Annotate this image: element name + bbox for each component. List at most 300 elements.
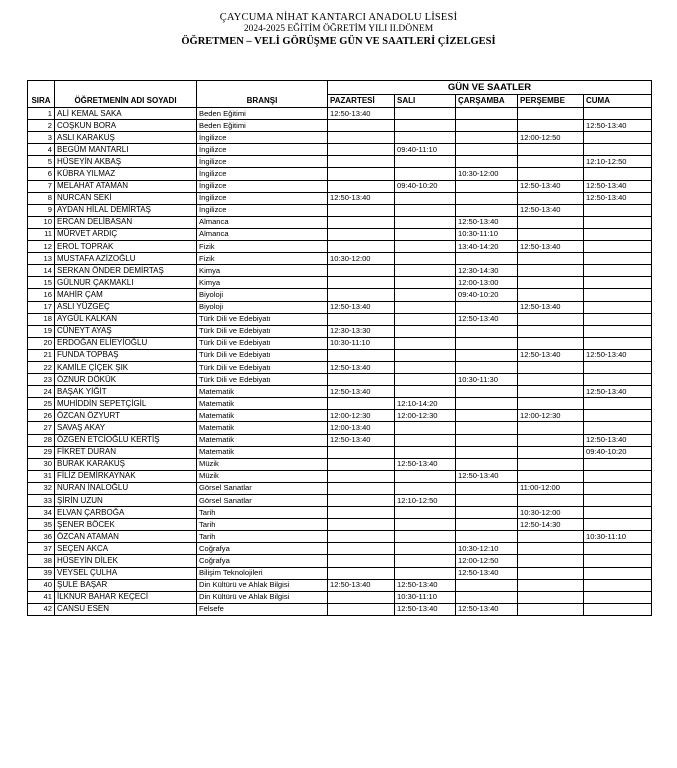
time-monday	[328, 277, 395, 289]
teacher-branch: İngilizce	[197, 168, 328, 180]
teacher-name: SERKAN ÖNDER DEMİRTAŞ	[55, 265, 197, 277]
time-monday	[328, 289, 395, 301]
time-monday	[328, 398, 395, 410]
teacher-name: ASLI YÜZGEÇ	[55, 301, 197, 313]
time-thursday	[518, 470, 584, 482]
row-number: 5	[28, 156, 55, 168]
time-thursday	[518, 495, 584, 507]
time-monday	[328, 132, 395, 144]
table-row	[28, 216, 652, 228]
time-wednesday: 12:50-13:40	[456, 216, 518, 228]
time-thursday	[518, 144, 584, 156]
time-wednesday	[456, 120, 518, 132]
table-row	[28, 301, 652, 313]
time-monday	[328, 228, 395, 240]
time-thursday	[518, 434, 584, 446]
teacher-branch: Tarih	[197, 519, 328, 531]
time-wednesday	[456, 349, 518, 361]
time-tuesday	[395, 470, 456, 482]
time-wednesday	[456, 531, 518, 543]
table-row	[28, 446, 652, 458]
time-friday	[584, 458, 652, 470]
time-friday: 12:50-13:40	[584, 386, 652, 398]
time-wednesday	[456, 519, 518, 531]
time-wednesday	[456, 361, 518, 373]
table-row	[28, 180, 652, 192]
time-monday: 10:30-11:10	[328, 337, 395, 349]
table-row	[28, 132, 652, 144]
time-monday	[328, 265, 395, 277]
row-number: 20	[28, 337, 55, 349]
time-friday: 12:50-13:40	[584, 120, 652, 132]
teacher-name: CÜNEYT AYAŞ	[55, 325, 197, 337]
time-wednesday	[456, 422, 518, 434]
row-number: 24	[28, 386, 55, 398]
time-tuesday: 12:50-13:40	[395, 579, 456, 591]
time-tuesday: 12:00-12:30	[395, 410, 456, 422]
time-tuesday	[395, 216, 456, 228]
table-row	[28, 591, 652, 603]
time-wednesday: 13:40-14:20	[456, 241, 518, 253]
time-monday	[328, 470, 395, 482]
time-thursday: 12:50-13:40	[518, 180, 584, 192]
time-friday: 12:50-13:40	[584, 434, 652, 446]
time-monday	[328, 495, 395, 507]
teacher-name: ÖZNUR DÖKÜK	[55, 374, 197, 386]
teacher-name: AYGÜL KALKAN	[55, 313, 197, 325]
teacher-name: NURAN İNALOĞLU	[55, 482, 197, 494]
teacher-branch: Türk Dili ve Edebiyatı	[197, 349, 328, 361]
column-header-wednesday: ÇARŞAMBA	[456, 95, 518, 108]
table-row	[28, 265, 652, 277]
teacher-branch: Matematik	[197, 422, 328, 434]
time-tuesday	[395, 531, 456, 543]
table-row	[28, 168, 652, 180]
time-wednesday	[456, 180, 518, 192]
teacher-name: EROL TOPRAK	[55, 241, 197, 253]
time-monday	[328, 216, 395, 228]
time-thursday	[518, 216, 584, 228]
time-tuesday	[395, 507, 456, 519]
time-tuesday	[395, 337, 456, 349]
time-friday	[584, 144, 652, 156]
time-friday	[584, 470, 652, 482]
teacher-branch: Biyoloji	[197, 289, 328, 301]
time-wednesday: 10:30-12:00	[456, 168, 518, 180]
time-monday	[328, 144, 395, 156]
time-wednesday	[456, 410, 518, 422]
teacher-name: ERDOĞAN ELİEYİOĞLU	[55, 337, 197, 349]
teacher-branch: İngilizce	[197, 204, 328, 216]
time-monday	[328, 446, 395, 458]
table-row	[28, 349, 652, 361]
time-tuesday: 09:40-11:10	[395, 144, 456, 156]
time-monday: 12:50-13:40	[328, 192, 395, 204]
time-tuesday	[395, 301, 456, 313]
document-header	[0, 12, 677, 48]
row-number: 34	[28, 507, 55, 519]
row-number: 3	[28, 132, 55, 144]
time-thursday	[518, 591, 584, 603]
table-row	[28, 519, 652, 531]
time-thursday	[518, 108, 584, 120]
row-number: 18	[28, 313, 55, 325]
row-number: 38	[28, 555, 55, 567]
teacher-name: KÜBRA YILMAZ	[55, 168, 197, 180]
time-monday: 12:00-13:40	[328, 422, 395, 434]
time-monday	[328, 531, 395, 543]
teacher-name: BAŞAK YİĞİT	[55, 386, 197, 398]
time-tuesday	[395, 422, 456, 434]
time-monday	[328, 156, 395, 168]
time-monday: 12:50-13:40	[328, 361, 395, 373]
teacher-branch: Coğrafya	[197, 543, 328, 555]
teacher-name: ÖZGEN ETCİOĞLU KERTİŞ	[55, 434, 197, 446]
time-wednesday	[456, 337, 518, 349]
time-monday	[328, 168, 395, 180]
teacher-name: HÜSEYİN DİLEK	[55, 555, 197, 567]
teacher-branch: Fizik	[197, 253, 328, 265]
table-row	[28, 192, 652, 204]
table-row	[28, 398, 652, 410]
teacher-branch: Matematik	[197, 410, 328, 422]
time-wednesday: 10:30-12:10	[456, 543, 518, 555]
teacher-name: CANSU ESEN	[55, 603, 197, 615]
row-number: 16	[28, 289, 55, 301]
teacher-branch: İngilizce	[197, 132, 328, 144]
row-number: 7	[28, 180, 55, 192]
table-row	[28, 337, 652, 349]
time-monday	[328, 482, 395, 494]
time-friday: 09:40-10:20	[584, 446, 652, 458]
time-thursday: 12:00-12:50	[518, 132, 584, 144]
teacher-name: FİKRET DURAN	[55, 446, 197, 458]
time-thursday	[518, 120, 584, 132]
teacher-branch: Tarih	[197, 531, 328, 543]
time-monday	[328, 543, 395, 555]
time-monday	[328, 241, 395, 253]
table-row	[28, 470, 652, 482]
row-number: 17	[28, 301, 55, 313]
time-friday	[584, 519, 652, 531]
time-monday: 12:50-13:40	[328, 108, 395, 120]
table-row	[28, 567, 652, 579]
row-number: 12	[28, 241, 55, 253]
time-thursday	[518, 567, 584, 579]
teacher-name: ASLI KARAKUŞ	[55, 132, 197, 144]
time-thursday	[518, 398, 584, 410]
time-friday	[584, 591, 652, 603]
teacher-branch: Felsefe	[197, 603, 328, 615]
time-thursday	[518, 265, 584, 277]
time-friday	[584, 301, 652, 313]
row-number: 31	[28, 470, 55, 482]
teacher-name: BEGÜM MANTARLI	[55, 144, 197, 156]
time-friday	[584, 228, 652, 240]
table-row	[28, 325, 652, 337]
time-wednesday	[456, 253, 518, 265]
time-wednesday	[456, 507, 518, 519]
teacher-branch: Fizik	[197, 241, 328, 253]
time-tuesday: 12:50-13:40	[395, 458, 456, 470]
column-header-sira: SIRA	[28, 81, 55, 108]
table-row	[28, 228, 652, 240]
row-number: 10	[28, 216, 55, 228]
table-row	[28, 374, 652, 386]
academic-term: 2024-2025 EĞİTİM ÖĞRETİM YILI II.DÖNEM	[243, 24, 434, 34]
time-wednesday: 12:00-12:50	[456, 555, 518, 567]
time-wednesday: 09:40-10:20	[456, 289, 518, 301]
teacher-branch: Almanca	[197, 216, 328, 228]
table-row	[28, 144, 652, 156]
row-number: 21	[28, 349, 55, 361]
teacher-branch: Bilişim Teknolojileri	[197, 567, 328, 579]
time-tuesday	[395, 241, 456, 253]
row-number: 37	[28, 543, 55, 555]
teacher-branch: Coğrafya	[197, 555, 328, 567]
time-monday	[328, 120, 395, 132]
time-friday	[584, 108, 652, 120]
table-row	[28, 579, 652, 591]
time-tuesday	[395, 277, 456, 289]
time-monday: 12:50-13:40	[328, 579, 395, 591]
time-monday	[328, 180, 395, 192]
time-monday: 12:50-13:40	[328, 386, 395, 398]
time-friday	[584, 567, 652, 579]
time-thursday	[518, 422, 584, 434]
document-title: ÖĞRETMEN – VELİ GÖRÜŞME GÜN VE SAATLERİ ÇİZELGESİ	[181, 36, 496, 47]
teacher-branch: İngilizce	[197, 180, 328, 192]
column-header-thursday: PERŞEMBE	[518, 95, 584, 108]
row-number: 4	[28, 144, 55, 156]
time-thursday	[518, 446, 584, 458]
table-row	[28, 108, 652, 120]
time-tuesday	[395, 361, 456, 373]
teacher-branch: Tarih	[197, 507, 328, 519]
teacher-branch: Din Kültürü ve Ahlak Bilgisi	[197, 591, 328, 603]
time-thursday	[518, 374, 584, 386]
teacher-branch: Beden Eğitimi	[197, 120, 328, 132]
teacher-branch: Türk Dili ve Edebiyatı	[197, 374, 328, 386]
teacher-name: SAVAŞ AKAY	[55, 422, 197, 434]
table-row	[28, 458, 652, 470]
time-wednesday	[456, 192, 518, 204]
time-wednesday	[456, 434, 518, 446]
time-tuesday: 10:30-11:10	[395, 591, 456, 603]
teacher-name: VEYSEL ÇULHA	[55, 567, 197, 579]
time-tuesday	[395, 325, 456, 337]
time-wednesday: 12:50-13:40	[456, 603, 518, 615]
teacher-name: NURCAN SEKİ	[55, 192, 197, 204]
time-thursday	[518, 458, 584, 470]
time-monday	[328, 507, 395, 519]
time-tuesday	[395, 446, 456, 458]
time-wednesday	[456, 579, 518, 591]
time-friday	[584, 265, 652, 277]
row-number: 35	[28, 519, 55, 531]
teacher-branch: Matematik	[197, 446, 328, 458]
row-number: 19	[28, 325, 55, 337]
table-row	[28, 543, 652, 555]
time-friday	[584, 398, 652, 410]
time-wednesday	[456, 325, 518, 337]
teacher-branch: Türk Dili ve Edebiyatı	[197, 361, 328, 373]
time-tuesday: 12:50-13:40	[395, 603, 456, 615]
time-tuesday	[395, 156, 456, 168]
row-number: 25	[28, 398, 55, 410]
table-row	[28, 434, 652, 446]
teacher-branch: Beden Eğitimi	[197, 108, 328, 120]
row-number: 26	[28, 410, 55, 422]
time-thursday	[518, 543, 584, 555]
time-thursday	[518, 289, 584, 301]
column-group-days: GÜN VE SAATLER	[328, 81, 652, 95]
row-number: 23	[28, 374, 55, 386]
table-row	[28, 386, 652, 398]
teacher-branch: Kimya	[197, 265, 328, 277]
teacher-branch: Matematik	[197, 434, 328, 446]
teacher-name: ERCAN DELİBASAN	[55, 216, 197, 228]
time-monday	[328, 313, 395, 325]
time-thursday	[518, 531, 584, 543]
time-wednesday: 12:50-13:40	[456, 470, 518, 482]
time-wednesday: 10:30-11:30	[456, 374, 518, 386]
teacher-name: ELVAN ÇARBOĞA	[55, 507, 197, 519]
time-friday	[584, 507, 652, 519]
time-tuesday	[395, 192, 456, 204]
table-row	[28, 120, 652, 132]
teacher-name: SEÇEN AKCA	[55, 543, 197, 555]
time-wednesday: 10:30-11:10	[456, 228, 518, 240]
time-tuesday	[395, 132, 456, 144]
row-number: 30	[28, 458, 55, 470]
teacher-name: FUNDA TOPBAŞ	[55, 349, 197, 361]
time-monday	[328, 204, 395, 216]
column-header-name: ÖĞRETMENİN ADI SOYADI	[55, 81, 197, 108]
table-row	[28, 253, 652, 265]
teacher-name: ÖZCAN ATAMAN	[55, 531, 197, 543]
table-row	[28, 422, 652, 434]
time-thursday	[518, 579, 584, 591]
row-number: 42	[28, 603, 55, 615]
row-number: 6	[28, 168, 55, 180]
row-number: 15	[28, 277, 55, 289]
teacher-name: HÜSEYİN AKBAŞ	[55, 156, 197, 168]
time-thursday: 12:50-13:40	[518, 204, 584, 216]
row-number: 29	[28, 446, 55, 458]
column-header-branch: BRANŞI	[197, 81, 328, 108]
school-name: ÇAYCUMA NİHAT KANTARCI ANADOLU LİSESİ	[219, 12, 458, 23]
time-thursday: 12:50-13:40	[518, 349, 584, 361]
time-wednesday	[456, 458, 518, 470]
teacher-branch: Kimya	[197, 277, 328, 289]
time-tuesday	[395, 519, 456, 531]
time-tuesday	[395, 228, 456, 240]
time-monday: 10:30-12:00	[328, 253, 395, 265]
teacher-branch: Matematik	[197, 386, 328, 398]
teacher-name: İLKNUR BAHAR KEÇECİ	[55, 591, 197, 603]
table-row	[28, 204, 652, 216]
time-friday	[584, 313, 652, 325]
time-wednesday	[456, 132, 518, 144]
time-tuesday	[395, 168, 456, 180]
time-monday	[328, 555, 395, 567]
row-number: 1	[28, 108, 55, 120]
table-row	[28, 482, 652, 494]
row-number: 9	[28, 204, 55, 216]
teacher-name: ŞİRİN UZUN	[55, 495, 197, 507]
table-row	[28, 361, 652, 373]
time-friday	[584, 241, 652, 253]
time-friday	[584, 168, 652, 180]
table-row	[28, 495, 652, 507]
time-wednesday	[456, 398, 518, 410]
time-wednesday: 12:30-14:30	[456, 265, 518, 277]
time-wednesday: 12:00-13:00	[456, 277, 518, 289]
time-thursday: 12:00-12:30	[518, 410, 584, 422]
time-monday: 12:00-12:30	[328, 410, 395, 422]
time-friday	[584, 495, 652, 507]
time-wednesday	[456, 446, 518, 458]
time-wednesday	[456, 156, 518, 168]
teacher-branch: Müzik	[197, 470, 328, 482]
time-tuesday	[395, 349, 456, 361]
row-number: 2	[28, 120, 55, 132]
time-thursday	[518, 555, 584, 567]
time-tuesday	[395, 482, 456, 494]
time-tuesday: 12:10-12:50	[395, 495, 456, 507]
teacher-name: ŞULE BAŞAR	[55, 579, 197, 591]
table-row	[28, 156, 652, 168]
time-friday: 12:50-13:40	[584, 349, 652, 361]
time-friday	[584, 132, 652, 144]
time-thursday	[518, 325, 584, 337]
row-number: 33	[28, 495, 55, 507]
table-row	[28, 277, 652, 289]
teacher-name: MUSTAFA AZİZOĞLU	[55, 253, 197, 265]
time-thursday	[518, 361, 584, 373]
teacher-name: MUHİDDİN SEPETÇİGİL	[55, 398, 197, 410]
teacher-branch: Görsel Sanatlar	[197, 495, 328, 507]
row-number: 41	[28, 591, 55, 603]
time-friday: 12:10-12:50	[584, 156, 652, 168]
column-header-monday: PAZARTESİ	[328, 95, 395, 108]
time-wednesday	[456, 591, 518, 603]
time-thursday: 12:50-13:40	[518, 241, 584, 253]
time-thursday	[518, 386, 584, 398]
time-tuesday	[395, 543, 456, 555]
time-thursday: 12:50-14:30	[518, 519, 584, 531]
time-friday	[584, 543, 652, 555]
table-row	[28, 507, 652, 519]
row-number: 14	[28, 265, 55, 277]
row-number: 32	[28, 482, 55, 494]
teacher-name: COŞKUN BORA	[55, 120, 197, 132]
teacher-name: MELAHAT ATAMAN	[55, 180, 197, 192]
time-friday	[584, 579, 652, 591]
time-thursday: 10:30-12:00	[518, 507, 584, 519]
teacher-branch: İngilizce	[197, 156, 328, 168]
time-thursday	[518, 337, 584, 349]
time-wednesday	[456, 482, 518, 494]
time-tuesday	[395, 567, 456, 579]
table-row	[28, 555, 652, 567]
teacher-name: AYDAN HİLAL DEMİRTAŞ	[55, 204, 197, 216]
time-monday: 12:50-13:40	[328, 301, 395, 313]
time-wednesday	[456, 108, 518, 120]
time-monday	[328, 519, 395, 531]
teacher-name: ÖZCAN ÖZYURT	[55, 410, 197, 422]
